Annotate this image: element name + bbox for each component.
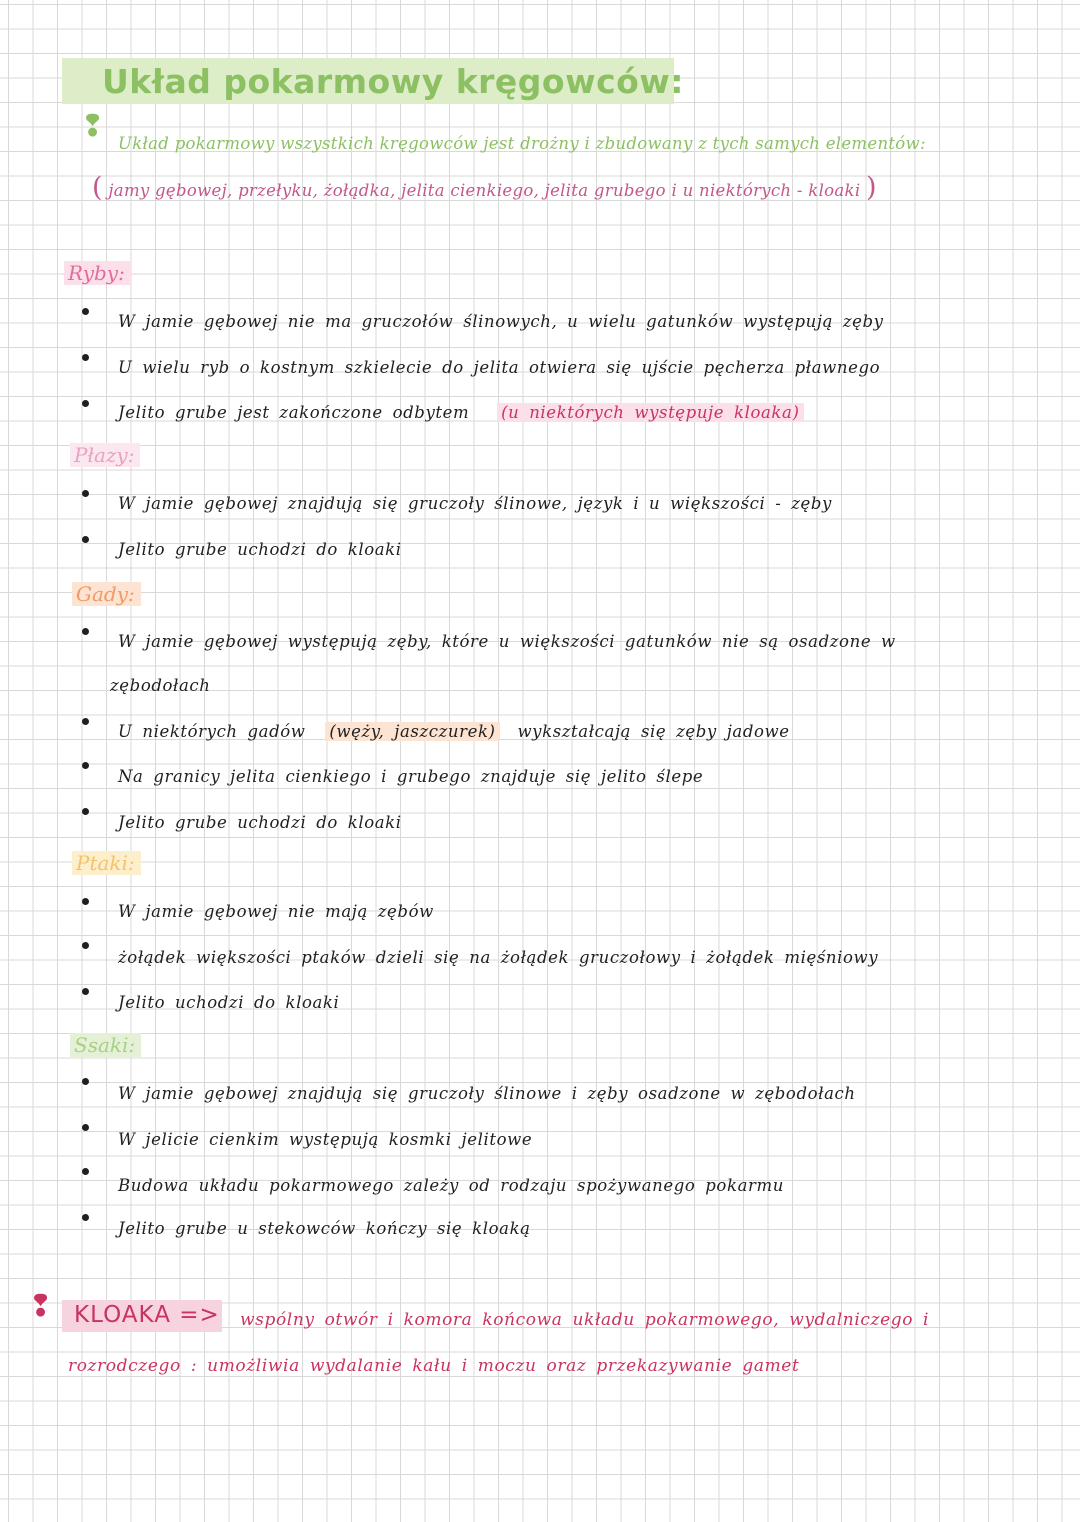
page-title: Układ pokarmowy kręgowców: bbox=[102, 62, 684, 101]
bullet bbox=[82, 718, 89, 725]
kloaka-definition-line-2: rozrodczego : umożliwia wydalanie kału i moczu oraz przekazywanie gamet bbox=[68, 1356, 800, 1376]
list-item: Jelito grube u stekowców kończy się kloaką bbox=[118, 1219, 531, 1238]
list-item: Budowa układu pokarmowego zależy od rodzaju spożywanego pokarmu bbox=[118, 1176, 784, 1195]
bullet bbox=[82, 1078, 89, 1085]
list-item: W jamie gębowej znajdują się gruczoły ślinowe i zęby osadzone w zębodołach bbox=[118, 1084, 856, 1103]
kloaka-term: KLOAKA => bbox=[74, 1302, 220, 1328]
bullet bbox=[82, 1168, 89, 1175]
heading-plazy: Płazy: bbox=[70, 443, 140, 467]
intro-line-2 bbox=[92, 172, 877, 203]
list-item-text: Jelito grube jest zakończone odbytem bbox=[118, 403, 470, 422]
list-item-text: U niektórych gadów bbox=[118, 722, 306, 741]
kloaka-definition-line-1: wspólny otwór i komora końcowa układu pokarmowego, wydalniczego i bbox=[240, 1310, 930, 1330]
intro-line-2-text: jamy gębowej, przełyku, żołądka, jelita cienkiego, jelita grubego i u niektórych - kloaki bbox=[108, 181, 861, 200]
bullet bbox=[82, 490, 89, 497]
bullet bbox=[82, 400, 89, 407]
list-item: żołądek większości ptaków dzieli się na żołądek gruczołowy i żołądek mięśniowy bbox=[118, 948, 879, 967]
list-item: Jelito grube uchodzi do kloaki bbox=[118, 813, 402, 832]
bullet bbox=[82, 762, 89, 769]
bullet bbox=[82, 808, 89, 815]
list-item: Na granicy jelita cienkiego i grubego znajduje się jelito ślepe bbox=[118, 767, 704, 786]
close-paren: ) bbox=[865, 172, 877, 203]
list-item-continuation: zębodołach bbox=[110, 676, 211, 695]
exclamation-icon: ❢ bbox=[80, 109, 106, 144]
list-item-text: wykształcają się zęby jadowe bbox=[517, 722, 790, 741]
open-paren: ( bbox=[92, 172, 103, 203]
bullet bbox=[82, 1124, 89, 1131]
highlight-note: (u niektórych występuje kloaka) bbox=[497, 403, 803, 422]
list-item: W jamie gębowej występują zęby, które u większości gatunków nie są osadzone w bbox=[118, 632, 896, 651]
heading-gady: Gady: bbox=[72, 582, 141, 606]
list-item: W jamie gębowej nie ma gruczołów ślinowych, u wielu gatunków występują zęby bbox=[118, 312, 884, 331]
intro-line-1: Układ pokarmowy wszystkich kręgowców jest drożny i zbudowany z tych samych elementów: bbox=[118, 134, 926, 153]
bullet bbox=[82, 628, 89, 635]
heading-ssaki: Ssaki: bbox=[70, 1033, 141, 1057]
bullet bbox=[82, 354, 89, 361]
bullet bbox=[82, 988, 89, 995]
bullet bbox=[82, 308, 89, 315]
bullet bbox=[82, 942, 89, 949]
list-item: U wielu ryb o kostnym szkielecie do jelita otwiera się ujście pęcherza pławnego bbox=[118, 358, 881, 377]
bullet bbox=[82, 898, 89, 905]
highlight-note: (węży, jaszczurek) bbox=[325, 722, 499, 741]
list-item bbox=[118, 722, 790, 741]
heading-ryby: Ryby: bbox=[64, 261, 131, 285]
heading-ptaki: Ptaki: bbox=[72, 851, 141, 875]
kloaka-term-box bbox=[62, 1300, 222, 1332]
list-item: Jelito uchodzi do kloaki bbox=[118, 993, 340, 1012]
bullet bbox=[82, 1214, 89, 1221]
list-item: W jamie gębowej nie mają zębów bbox=[118, 902, 434, 921]
list-item: Jelito grube uchodzi do kloaki bbox=[118, 540, 402, 559]
exclamation-icon: ❢ bbox=[28, 1289, 54, 1324]
bullet bbox=[82, 536, 89, 543]
page-title-banner bbox=[62, 58, 684, 104]
list-item bbox=[118, 403, 804, 422]
list-item: W jelicie cienkim występują kosmki jelitowe bbox=[118, 1130, 533, 1149]
list-item: W jamie gębowej znajdują się gruczoły ślinowe, język i u większości - zęby bbox=[118, 494, 832, 513]
